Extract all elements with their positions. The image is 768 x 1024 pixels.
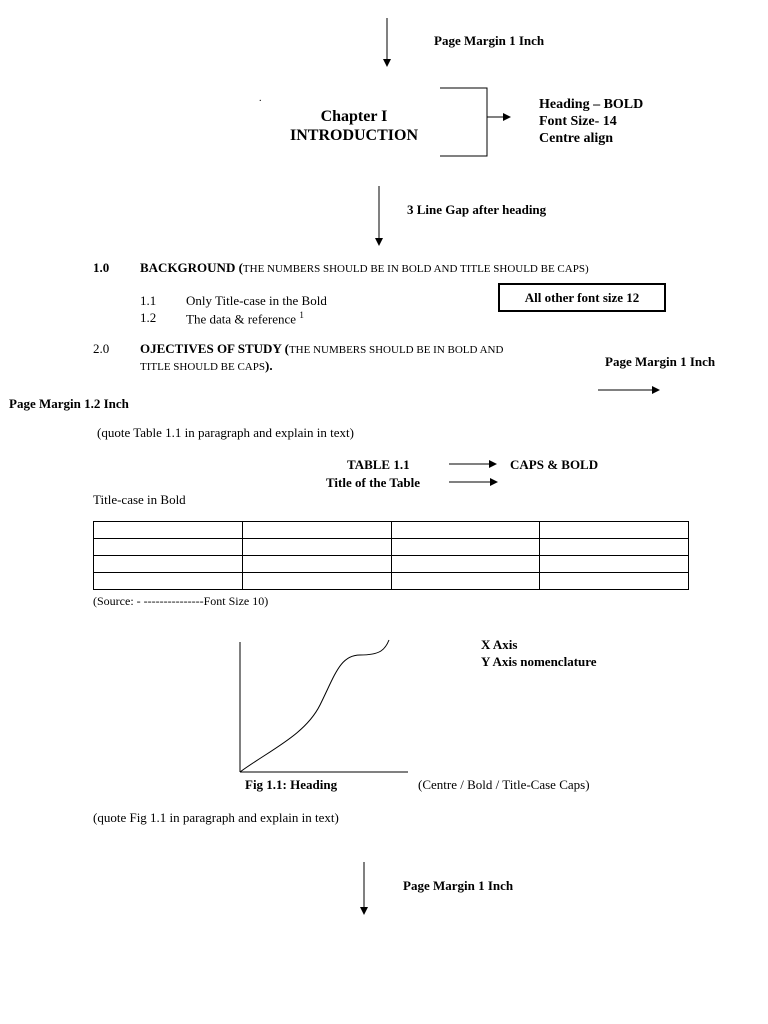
- table-cell: [94, 556, 243, 573]
- table-cell: [540, 539, 689, 556]
- table-cell: [242, 556, 391, 573]
- figure-caption-note: (Centre / Bold / Title-Case Caps): [418, 777, 590, 792]
- section2-note2: TITLE SHOULD BE CAPS: [140, 361, 265, 373]
- table-cell: [540, 573, 689, 590]
- table-cell: [242, 522, 391, 539]
- table-row: [94, 539, 689, 556]
- item-1-2-line: [186, 310, 304, 327]
- left-margin-note: Page Margin 1.2 Inch: [9, 396, 129, 411]
- chapter-number: Chapter I: [320, 108, 388, 125]
- heading-note-size: Font Size- 14: [539, 114, 617, 129]
- table-cell: [242, 573, 391, 590]
- table-source-note: (Source: - ---------------Font Size 10): [93, 594, 269, 608]
- bottom-margin-note: Page Margin 1 Inch: [403, 878, 514, 893]
- section2-number: 2.0: [93, 341, 110, 356]
- quote-figure-note: (quote Fig 1.1 in paragraph and explain in text): [93, 810, 339, 825]
- font-size-note-box: [498, 283, 666, 312]
- table-title: Title of the Table: [326, 475, 421, 490]
- table-row: [94, 556, 689, 573]
- font-size-note: All other font size 12: [524, 289, 640, 305]
- footnote-marker: 1: [299, 310, 304, 320]
- table-row: [94, 522, 689, 539]
- gap-note: 3 Line Gap after heading: [407, 202, 547, 217]
- quote-table-note: (quote Table 1.1 in paragraph and explain in text): [97, 425, 354, 440]
- table-caps-note: CAPS & BOLD: [510, 457, 599, 472]
- table-cell: [391, 573, 540, 590]
- stray-dot: .: [259, 93, 262, 104]
- item-1-1-text: Only Title-case in the Bold: [186, 293, 327, 308]
- x-axis-note: X Axis: [481, 637, 518, 652]
- y-axis-note: Y Axis nomenclature: [481, 654, 597, 669]
- chapter-title: INTRODUCTION: [289, 127, 418, 144]
- table-cell: [94, 522, 243, 539]
- right-margin-note: Page Margin 1 Inch: [605, 354, 716, 369]
- table-label: TABLE 1.1: [347, 457, 410, 472]
- heading-note-style: Heading – BOLD: [539, 97, 644, 112]
- table-cell: [94, 573, 243, 590]
- section1-number: 1.0: [93, 260, 110, 275]
- section2-heading-line2: [140, 358, 273, 374]
- table-cell: [391, 539, 540, 556]
- table-cell: [242, 539, 391, 556]
- section1-close: ): [584, 263, 589, 275]
- section1-note: THE NUMBERS SHOULD BE IN BOLD AND TITLE SHOULD BE CAPS: [242, 263, 585, 275]
- section1-heading: [140, 260, 589, 276]
- section2-heading: [140, 341, 503, 357]
- table-cell: [540, 556, 689, 573]
- sample-table: [93, 521, 689, 590]
- section1-title: BACKGROUND (: [140, 260, 243, 275]
- table-cell: [94, 539, 243, 556]
- item-1-2-text: The data & reference: [186, 311, 300, 327]
- figure-caption: Fig 1.1: Heading: [245, 777, 338, 792]
- figure-curve: [240, 640, 389, 772]
- top-margin-note: Page Margin 1 Inch: [434, 33, 545, 48]
- heading-bracket: [440, 88, 487, 156]
- section2-title: OJECTIVES OF STUDY (: [140, 341, 289, 356]
- table-cell: [540, 522, 689, 539]
- table-cell: [391, 556, 540, 573]
- section2-note1: THE NUMBERS SHOULD BE IN BOLD AND: [288, 344, 504, 356]
- table-cell: [391, 522, 540, 539]
- section2-close: ).: [264, 358, 273, 373]
- heading-note-align: Centre align: [539, 131, 614, 146]
- table-heading-note: Title-case in Bold: [93, 492, 186, 507]
- item-1-1-number: 1.1: [140, 293, 157, 308]
- table-row: [94, 573, 689, 590]
- item-1-2-number: 1.2: [140, 310, 157, 325]
